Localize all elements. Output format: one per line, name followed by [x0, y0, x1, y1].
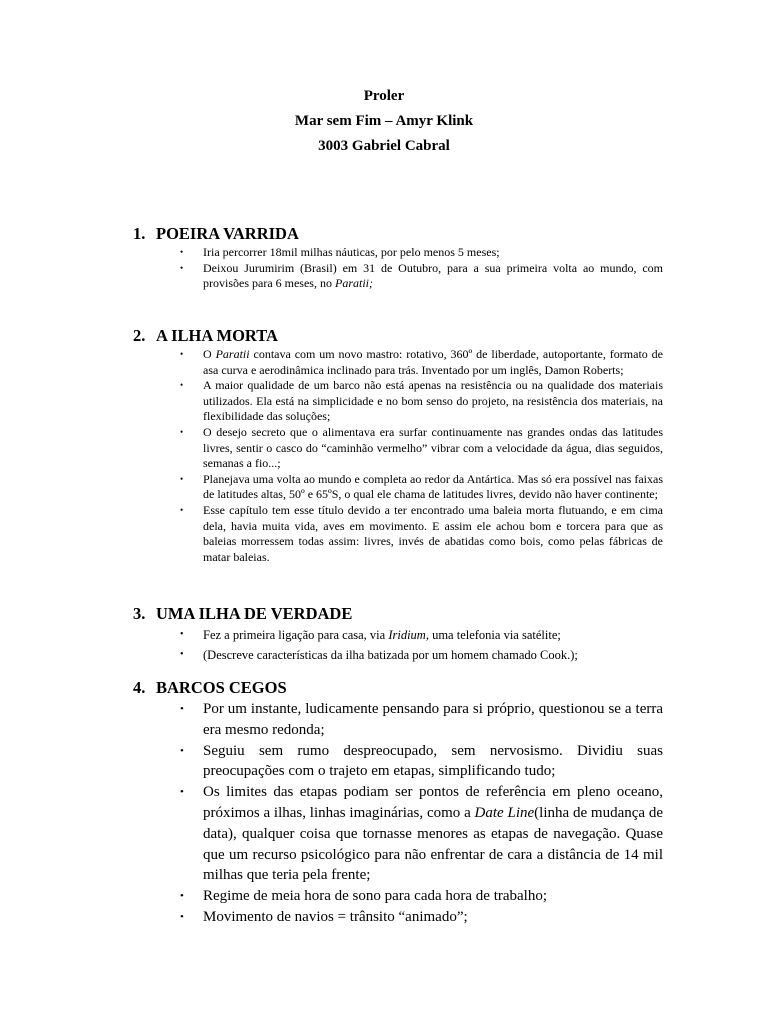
- bullet-icon: •: [180, 426, 184, 437]
- section-uma-ilha-de-verdade: [133, 603, 663, 665]
- document-author: 3003 Gabriel Cabral: [318, 138, 450, 154]
- bullet-icon: •: [180, 703, 184, 715]
- document-header: [0, 84, 768, 159]
- section-title: [133, 325, 663, 347]
- list-item: • Os limites das etapas podiam ser pontos de referência em pleno oceano, próximos a ilhas, linhas imaginárias, como a Date Line(linha de mudança de data), qualquer coisa que tornasse menores as etapas de navegação. Quase que um recurso psicológico para não enfrentar de cara a distância de 14 mil milhas que teria pela frente;: [180, 784, 663, 884]
- list-item: • O Paratii contava com um novo mastro: rotativo, 360º de liberdade, autoportante, formato de asa curva e aerodinâmica inclinado para trás. Inventado por um inglês, Damon Roberts;: [180, 347, 664, 377]
- list-item: • A maior qualidade de um barco não está apenas na resistência ou na qualidade dos materiais utilizados. Ela está na simplicidade e no bom senso do projeto, na resistência dos materiais, na flexibilidade das soluções;: [180, 378, 663, 424]
- bullet-icon: •: [180, 649, 184, 660]
- list-item: • Planejava uma volta ao mundo e completa ao redor da Antártica. Mas só era possível nas faixas de latitudes altas, 50º e 65ºS, o qual ele chama de latitudes livres, devido não haver continente;: [180, 471, 663, 502]
- document-subtitle: Mar sem Fim – Amyr Klink: [294, 113, 474, 129]
- section-number: 4.: [133, 678, 146, 697]
- bullet-list: [133, 347, 663, 565]
- list-item: • Regime de meia hora de sono para cada hora de trabalho;: [133, 886, 663, 907]
- section-barcos-cegos: [133, 677, 663, 928]
- section-title: [133, 677, 663, 699]
- section-heading: BARCOS CEGOS: [156, 678, 287, 697]
- bullet-icon: •: [180, 504, 184, 515]
- list-item: • Iria percorrer 18mil milhas náuticas, por pelo menos 5 meses;: [180, 245, 500, 259]
- list-item: • Por um instante, ludicamente pensando para si próprio, questionou se a terra era mesmo redonda;: [180, 701, 663, 738]
- section-a-ilha-morta: [133, 325, 663, 565]
- list-item: • Deixou Jurumirim (Brasil) em 31 de Outubro, para a sua primeira volta ao mundo, com provisões para 6 meses, no Paratii;: [180, 260, 663, 291]
- section-title: [133, 223, 663, 245]
- list-item: • Movimento de navios = trânsito “animado”;: [133, 907, 663, 928]
- bullet-icon: •: [180, 247, 184, 257]
- bullet-list: [133, 625, 663, 665]
- bullet-icon: •: [180, 786, 184, 799]
- document-title: Proler: [363, 88, 405, 104]
- section-heading: A ILHA MORTA: [156, 326, 278, 345]
- bullet-icon: •: [180, 890, 184, 903]
- section-number: 1.: [133, 224, 146, 243]
- bullet-icon: •: [180, 744, 184, 757]
- section-heading: UMA ILHA DE VERDADE: [156, 604, 353, 623]
- bullet-icon: •: [180, 349, 184, 359]
- list-item: • O desejo secreto que o alimentava era surfar continuamente nas grandes ondas das latitudes livres, sentir o casco do “caminhão vermelho” vibrar com a velocidade da água, dias seguidos, semanas a fio...;: [180, 424, 663, 471]
- section-title: [133, 603, 663, 625]
- section-number: 3.: [133, 604, 146, 623]
- section-number: 2.: [133, 326, 146, 345]
- list-item: • (Descreve características da ilha batizada por um homem chamado Cook.);: [133, 645, 663, 665]
- bullet-icon: •: [180, 380, 184, 391]
- section-heading: POEIRA VARRIDA: [156, 224, 299, 243]
- bullet-list: [133, 245, 663, 292]
- bullet-icon: •: [180, 910, 184, 923]
- section-poeira-varrida: [133, 223, 663, 292]
- bullet-icon: •: [180, 629, 184, 640]
- bullet-icon: •: [180, 262, 184, 273]
- bullet-icon: •: [180, 473, 184, 484]
- list-item: • Seguiu sem rumo despreocupado, sem nervosismo. Dividiu suas preocupações com o trajeto em etapas, simplificando tudo;: [180, 742, 663, 780]
- list-item: • Esse capítulo tem esse título devido a ter encontrado uma baleia morta flutuando, e em cima dela, havia muita vida, aves em movimento. E assim ele achou bom e torcera para que as baleias morressem todas assim: livres, invés de abatidas como bois, como pelas fábricas de matar baleias.: [180, 502, 663, 564]
- list-item: • Fez a primeira ligação para casa, via Iridium, uma telefonia via satélite;: [133, 625, 663, 645]
- bullet-list: [133, 699, 663, 928]
